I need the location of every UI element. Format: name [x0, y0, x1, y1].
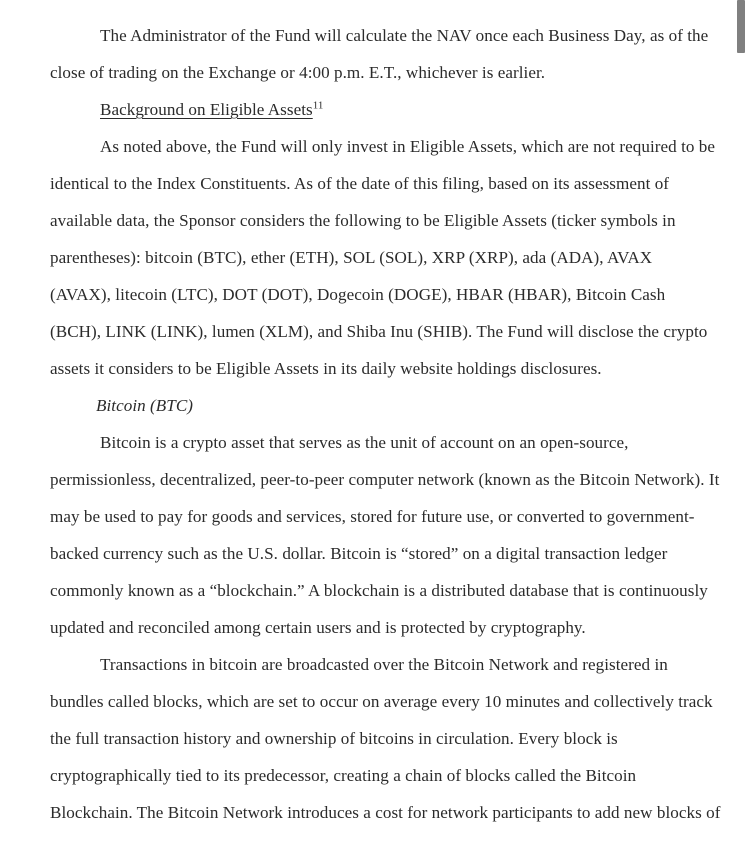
section-heading-text: Background on Eligible Assets: [100, 100, 313, 119]
text-line: may be used to pay for goods and services, stored for future use, or converted to government-: [50, 507, 695, 526]
document-body: [50, 0, 721, 831]
text-line: commonly known as a “blockchain.” A blockchain is a distributed database that is continuously: [50, 581, 708, 600]
text-line: (BCH), LINK (LINK), lumen (XLM), and Shiba Inu (SHIB). The Fund will disclose the crypto: [50, 322, 708, 341]
vertical-scrollbar[interactable]: [738, 0, 748, 858]
text-line: identical to the Index Constituents. As of the date of this filing, based on its assessment of: [50, 174, 670, 193]
text-line: bundles called blocks, which are set to occur on average every 10 minutes and collectively track: [50, 692, 713, 711]
section-heading: [50, 91, 688, 128]
text-line: parentheses): bitcoin (BTC), ether (ETH), SOL (SOL), XRP (XRP), ada (ADA), AVAX: [50, 248, 653, 267]
footnote-marker: 11: [312, 99, 324, 112]
text-line: close of trading on the Exchange or 4:00 p.m. E.T., whichever is earlier.: [50, 63, 546, 82]
paragraph: [50, 128, 716, 387]
text-line: As noted above, the Fund will only invest in Eligible Assets, which are not required to be: [100, 137, 716, 156]
text-line: updated and reconciled among certain users and is protected by cryptography.: [50, 618, 586, 637]
text-line: Transactions in bitcoin are broadcasted over the Bitcoin Network and registered in: [100, 655, 668, 674]
text-line: backed currency such as the U.S. dollar. Bitcoin is “stored” on a digital transaction ledger: [50, 544, 668, 563]
text-line: Bitcoin is a crypto asset that serves as the unit of account on an open-source,: [100, 433, 629, 452]
text-line: permissionless, decentralized, peer-to-peer computer network (known as the Bitcoin Network). It: [50, 470, 720, 489]
text-line: available data, the Sponsor considers the following to be Eligible Assets (ticker symbols in: [50, 211, 676, 230]
paragraph: [50, 424, 720, 646]
text-line: assets it considers to be Eligible Assets in its daily website holdings disclosures.: [50, 359, 602, 378]
scrollbar-thumb[interactable]: [737, 0, 745, 53]
subsection-heading: Bitcoin (BTC): [96, 396, 194, 415]
text-line: The Administrator of the Fund will calculate the NAV once each Business Day, as of the: [100, 26, 709, 45]
text-line: (AVAX), litecoin (LTC), DOT (DOT), Dogecoin (DOGE), HBAR (HBAR), Bitcoin Cash: [50, 285, 666, 304]
paragraph: [50, 646, 721, 831]
text-line: Blockchain. The Bitcoin Network introduces a cost for network participants to add new blocks of: [50, 803, 721, 822]
text-line: the full transaction history and ownership of bitcoins in circulation. Every block is: [50, 729, 618, 748]
paragraph: [50, 17, 709, 91]
text-line: cryptographically tied to its predecessor, creating a chain of blocks called the Bitcoin: [50, 766, 637, 785]
